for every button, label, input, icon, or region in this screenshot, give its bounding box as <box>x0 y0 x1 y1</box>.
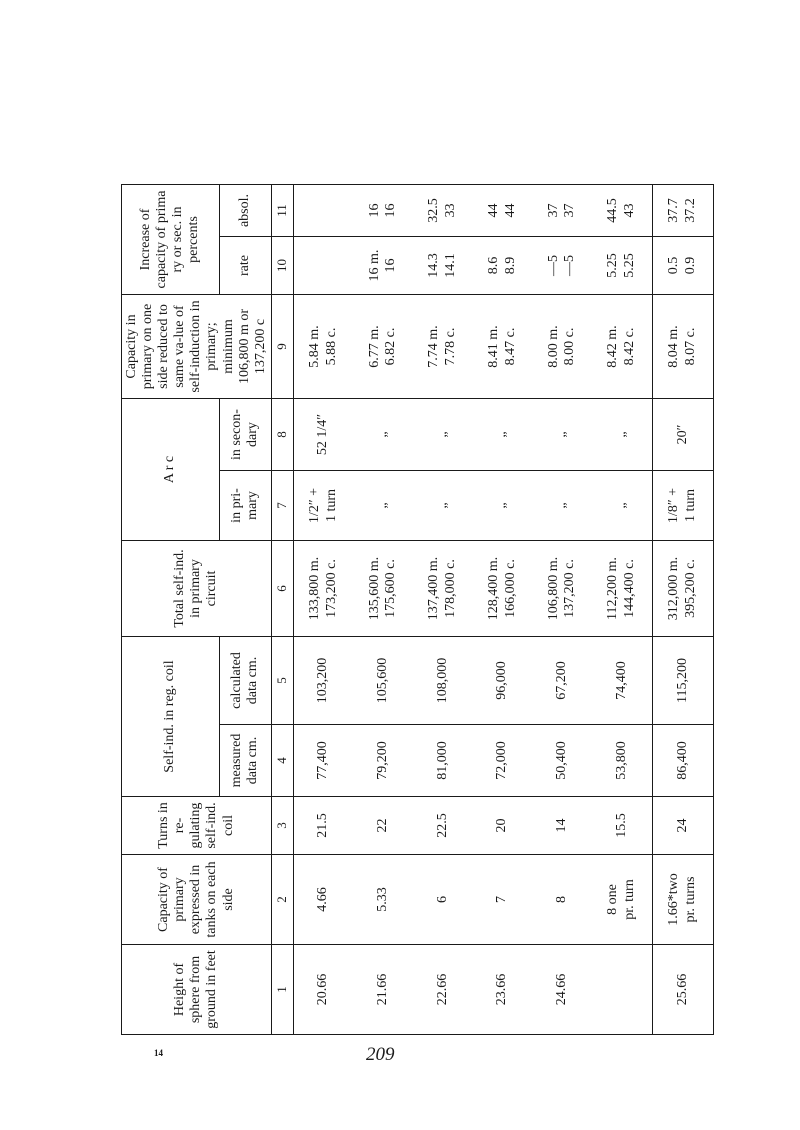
cell-calculated: 115,200 <box>653 637 714 725</box>
cell-arc-p: 1/2″ + 1 turn <box>293 471 353 541</box>
cell-capacity: 7 <box>473 855 533 945</box>
cell-rate: 5.25 5.25 <box>592 237 652 295</box>
column-number: 6 <box>271 541 293 637</box>
cell-arc-s: „ <box>533 399 593 471</box>
cell-turns: 24 <box>653 797 714 855</box>
footnote-marker: 14 <box>154 1048 163 1058</box>
cell-height: 20.66 <box>293 945 353 1035</box>
cell-arc-p: „ <box>592 471 652 541</box>
table-row <box>592 184 652 1034</box>
cell-height <box>592 945 652 1035</box>
column-number: 1 <box>271 945 293 1035</box>
column-numbers-row <box>271 184 293 1034</box>
cell-absol <box>293 184 353 236</box>
cell-capacity: 8 <box>533 855 593 945</box>
cell-height: 23.66 <box>473 945 533 1035</box>
cell-arc-s: „ <box>592 399 652 471</box>
cell-arc-p: 1/8″ + 1 turn <box>653 471 714 541</box>
cell-rate <box>293 237 353 295</box>
cell-calculated: 103,200 <box>293 637 353 725</box>
cell-arc-s: 52 1/4″ <box>293 399 353 471</box>
cell-absol: 37 37 <box>533 184 593 236</box>
cell-calculated: 108,000 <box>413 637 473 725</box>
column-number: 8 <box>271 399 293 471</box>
cell-arc-p: „ <box>354 471 414 541</box>
header-height: Height of sphere from ground in feet <box>122 945 272 1035</box>
cell-arc-s: „ <box>413 399 473 471</box>
cell-capacity: 8 one pr. turn <box>592 855 652 945</box>
cell-measured: 86,400 <box>653 725 714 797</box>
cell-turns: 20 <box>473 797 533 855</box>
cell-height: 25.66 <box>653 945 714 1035</box>
cell-reduced: 8.00 m. 8.00 c. <box>533 295 593 399</box>
cell-capacity: 5.33 <box>354 855 414 945</box>
column-number: 9 <box>271 295 293 399</box>
cell-absol: 16 16 <box>354 184 414 236</box>
column-number: 4 <box>271 725 293 797</box>
cell-turns: 14 <box>533 797 593 855</box>
cell-turns: 22.5 <box>413 797 473 855</box>
cell-turns: 15.5 <box>592 797 652 855</box>
cell-reduced: 6.77 m. 6.82 c. <box>354 295 414 399</box>
cell-total: 312,000 m. 395,200 c. <box>653 541 714 637</box>
header-calculated: calculated data cm. <box>219 637 271 725</box>
cell-rate: 8.6 8.9 <box>473 237 533 295</box>
cell-measured: 50,400 <box>533 725 593 797</box>
cell-arc-s: „ <box>473 399 533 471</box>
header-arc-secondary: in secon-dary <box>219 399 271 471</box>
header-rate: rate <box>219 237 271 295</box>
header-reduced: Capacity in primary on one side reduced to same va-lue of self-induction in primary; minimum 106,800 m or 137,200 c <box>122 295 272 399</box>
column-number: 5 <box>271 637 293 725</box>
rotated-table-container <box>121 185 699 1035</box>
cell-rate: —5 —5 <box>533 237 593 295</box>
cell-absol: 32.5 33 <box>413 184 473 236</box>
cell-arc-p: „ <box>413 471 473 541</box>
header-increase: Increase of capacity of prima ry or sec. in percents <box>122 184 220 294</box>
header-total: Total self-ind. in primary circuit <box>122 541 272 637</box>
cell-rate: 16 m. 16 <box>354 237 414 295</box>
cell-turns: 22 <box>354 797 414 855</box>
cell-capacity: 6 <box>413 855 473 945</box>
table-row <box>533 184 593 1034</box>
column-number: 7 <box>271 471 293 541</box>
cell-arc-s: 20″ <box>653 399 714 471</box>
table-row <box>293 184 353 1034</box>
data-table <box>121 184 714 1035</box>
cell-height: 24.66 <box>533 945 593 1035</box>
cell-arc-p: „ <box>473 471 533 541</box>
cell-total: 137,400 m. 178,000 c. <box>413 541 473 637</box>
column-number: 3 <box>271 797 293 855</box>
table-row <box>653 184 714 1034</box>
cell-measured: 81,000 <box>413 725 473 797</box>
header-selfind: Self-ind. in reg. coil <box>122 637 220 797</box>
cell-measured: 77,400 <box>293 725 353 797</box>
page-number: 209 <box>366 1044 395 1065</box>
cell-rate: 14.3 14.1 <box>413 237 473 295</box>
cell-reduced: 7.74 m. 7.78 c. <box>413 295 473 399</box>
table-body <box>293 184 714 1034</box>
table-row <box>413 184 473 1034</box>
cell-reduced: 8.42 m. 8.42 c. <box>592 295 652 399</box>
cell-total: 112,200 m. 144,400 c. <box>592 541 652 637</box>
cell-turns: 21.5 <box>293 797 353 855</box>
cell-measured: 53,800 <box>592 725 652 797</box>
cell-capacity: 1.66*two pr. turns <box>653 855 714 945</box>
cell-reduced: 8.04 m. 8.07 c. <box>653 295 714 399</box>
cell-absol: 44.5 43 <box>592 184 652 236</box>
cell-arc-p: „ <box>533 471 593 541</box>
cell-reduced: 8.41 m. 8.47 c. <box>473 295 533 399</box>
header-turns: Turns in re-gulating self-ind. coil <box>122 797 272 855</box>
cell-calculated: 96,000 <box>473 637 533 725</box>
column-number: 11 <box>271 184 293 236</box>
cell-calculated: 74,400 <box>592 637 652 725</box>
header-absol: absol. <box>219 184 271 236</box>
table-row <box>354 184 414 1034</box>
cell-height: 22.66 <box>413 945 473 1035</box>
cell-calculated: 105,600 <box>354 637 414 725</box>
cell-total: 106,800 m. 137,200 c. <box>533 541 593 637</box>
column-number: 10 <box>271 237 293 295</box>
cell-arc-s: „ <box>354 399 414 471</box>
cell-absol: 37.7 37.2 <box>653 184 714 236</box>
cell-total: 133,800 m. 173,200 c. <box>293 541 353 637</box>
header-arc: A r c <box>122 399 220 541</box>
cell-capacity: 4.66 <box>293 855 353 945</box>
column-number: 2 <box>271 855 293 945</box>
header-arc-primary: in pri-mary <box>219 471 271 541</box>
table-row <box>473 184 533 1034</box>
cell-measured: 72,000 <box>473 725 533 797</box>
cell-reduced: 5.84 m. 5.88 c. <box>293 295 353 399</box>
cell-height: 21.66 <box>354 945 414 1035</box>
cell-rate: 0.5 0.9 <box>653 237 714 295</box>
header-measured: measured data cm. <box>219 725 271 797</box>
cell-measured: 79,200 <box>354 725 414 797</box>
header-capacity: Capacity of primary expressed in tanks on each side <box>122 855 272 945</box>
cell-calculated: 67,200 <box>533 637 593 725</box>
cell-total: 128,400 m. 166,000 c. <box>473 541 533 637</box>
cell-absol: 44 44 <box>473 184 533 236</box>
cell-total: 135,600 m. 175,600 c. <box>354 541 414 637</box>
